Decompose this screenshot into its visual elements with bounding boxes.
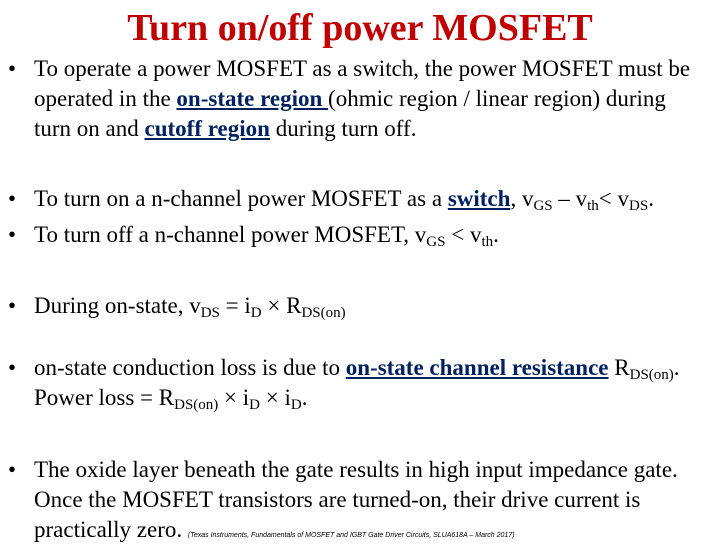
text: .: [648, 186, 654, 211]
text: The oxide layer beneath the gate results in high input impedance gate. Once the MOSFET transistors are turned-on, their drive current is practically zero.: [34, 457, 678, 542]
subscript: DS(on): [174, 397, 219, 413]
text: To turn on a n-channel power MOSFET as a: [34, 186, 448, 211]
text: .: [493, 222, 499, 247]
highlight-on-state-region: on-state region: [176, 86, 329, 111]
highlight-switch: switch: [447, 186, 511, 211]
bullet-marker: •: [8, 355, 17, 380]
citation: (Texas Instruments, Fundamentals of MOSFET and IGBT Gate Driver Circuits, SLUA618A – March 2017): [187, 532, 515, 539]
subscript: DS(on): [301, 305, 346, 321]
text: × i: [260, 385, 291, 410]
text: , v: [510, 186, 534, 211]
text: To turn off a n-channel power MOSFET, v: [34, 222, 427, 247]
text: during turn off.: [269, 116, 417, 141]
text: (ohmic region / linear region) during turn on and: [34, 86, 666, 141]
text: To operate a power MOSFET as a switch, the power MOSFET must be operated in the: [34, 56, 691, 111]
bullet-marker: •: [8, 186, 17, 211]
subscript: DS: [629, 198, 649, 214]
bullet-marker: •: [8, 56, 17, 81]
subscript: th: [481, 234, 494, 250]
text: < v: [445, 222, 482, 247]
subscript: GS: [426, 234, 446, 250]
text: .: [301, 385, 308, 410]
bullet-on-state: [8, 291, 708, 321]
bullet-turn-off: [8, 220, 708, 250]
highlight-cutoff-region: cutoff region: [144, 116, 270, 141]
text: × i: [218, 385, 250, 410]
bullet-marker: •: [8, 222, 17, 247]
bullet-switch-operation: [8, 54, 708, 144]
subscript: GS: [533, 198, 553, 214]
bullet-marker: •: [8, 293, 17, 318]
subscript: DS(on): [629, 367, 674, 383]
highlight-channel-resistance: on-state channel resistance: [345, 355, 609, 380]
bullet-marker: •: [8, 457, 17, 482]
bullet-oxide-layer: [8, 455, 708, 545]
text: – v: [552, 186, 588, 211]
bullet-turn-on: [8, 184, 708, 214]
bullet-conduction-loss: [8, 353, 708, 413]
subscript: DS: [200, 305, 220, 321]
slide-title: Turn on/off power MOSFET: [127, 7, 593, 49]
text: < v: [598, 186, 630, 211]
subscript: D: [250, 305, 262, 321]
text: × R: [261, 293, 302, 318]
text: on-state conduction loss is due to: [34, 355, 346, 380]
text: During on-state, v: [34, 293, 201, 318]
text: = i: [219, 293, 251, 318]
subscript: D: [249, 397, 261, 413]
subscript: D: [290, 397, 302, 413]
text: R: [608, 355, 630, 380]
text: . Power loss = R: [34, 355, 680, 410]
subscript: th: [587, 198, 599, 214]
